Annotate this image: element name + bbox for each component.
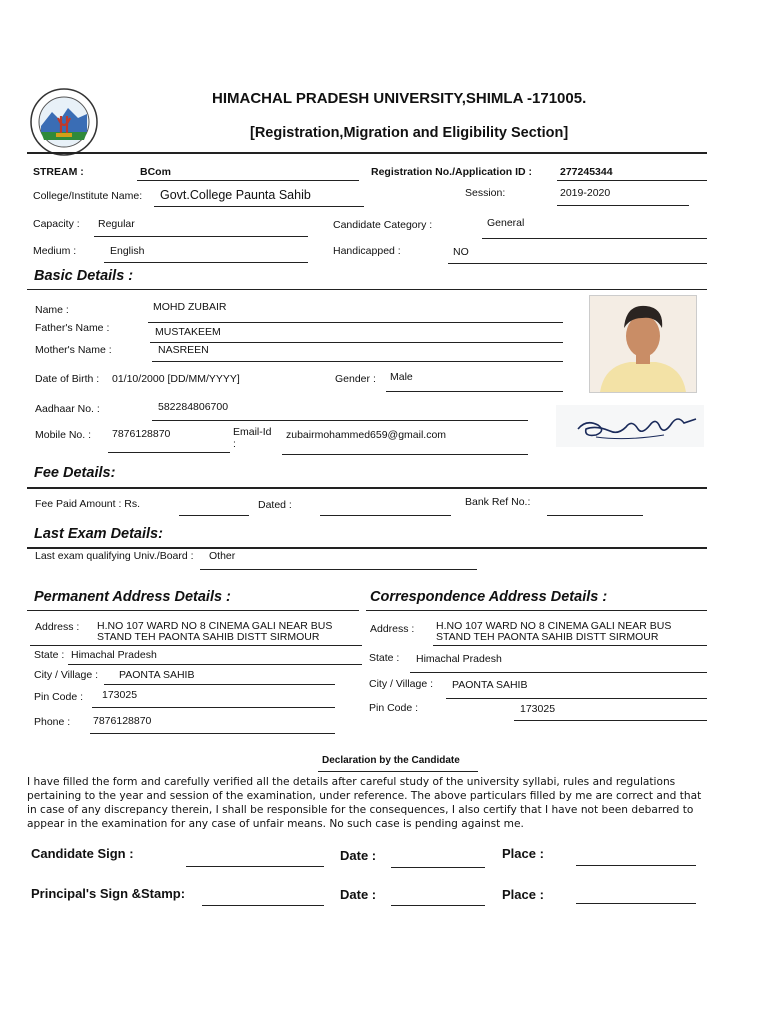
fee-dated-underline (320, 515, 451, 516)
candidate-date-label: Date : (340, 848, 377, 863)
board-label: Last exam qualifying Univ./Board : (35, 550, 194, 562)
candidate-date-line (391, 867, 485, 868)
corr-address-line2: STAND TEH PAONTA SAHIB DISTT SIRMOUR (436, 631, 659, 643)
corr-state-underline (410, 672, 707, 673)
category-label: Candidate Category : (333, 219, 433, 231)
corr-city-underline (446, 698, 707, 699)
medium-label: Medium : (33, 245, 77, 257)
candidate-sign-label: Candidate Sign : (31, 846, 134, 861)
corr-city-value: PAONTA SAHIB (452, 679, 528, 691)
principal-date-line (391, 905, 485, 906)
fee-dated-label: Dated : (258, 499, 292, 511)
handicapped-label: Handicapped : (333, 245, 401, 257)
basic-details-divider (27, 289, 707, 290)
perm-state-label: State : (34, 649, 65, 661)
college-label: College/Institute Name: (33, 190, 143, 202)
perm-address-label: Address : (35, 621, 80, 633)
bank-ref-underline (547, 515, 643, 516)
perm-address-underline (30, 645, 362, 646)
corr-state-label: State : (369, 652, 400, 664)
name-label: Name : (35, 304, 69, 316)
board-value: Other (209, 550, 236, 562)
perm-address-line1: H.NO 107 WARD NO 8 CINEMA GALI NEAR BUS (97, 620, 333, 632)
stream-label: STREAM : (33, 166, 84, 178)
mobile-value: 7876128870 (112, 428, 171, 440)
email-colon: : (233, 438, 236, 450)
university-logo (30, 88, 98, 156)
candidate-place-label: Place : (502, 846, 544, 861)
last-exam-divider (27, 547, 707, 549)
candidate-photo (589, 295, 697, 393)
regno-label: Registration No./Application ID : (371, 166, 533, 178)
dob-label: Date of Birth : (35, 373, 100, 385)
college-underline (154, 206, 364, 207)
regno-value: 277245344 (560, 166, 613, 178)
regno-underline (557, 180, 707, 181)
name-underline (148, 322, 563, 323)
fee-details-heading: Fee Details: (34, 465, 116, 481)
permanent-address-heading: Permanent Address Details : (34, 589, 231, 605)
mother-underline (152, 361, 563, 362)
capacity-label: Capacity : (33, 218, 80, 230)
mother-label: Mother's Name : (35, 344, 112, 356)
corr-pin-underline (514, 720, 707, 721)
fee-amount-label: Fee Paid Amount : Rs. (35, 498, 141, 510)
stream-value: BCom (140, 166, 171, 178)
father-underline (150, 342, 563, 343)
mobile-label: Mobile No. : (35, 429, 92, 441)
fee-details-divider (27, 487, 707, 489)
principal-sign-line (202, 905, 324, 906)
session-label: Session: (465, 187, 506, 199)
perm-pin-label: Pin Code : (34, 691, 84, 703)
perm-phone-value: 7876128870 (93, 715, 152, 727)
declaration-text: I have filled the form and carefully verified all the details after careful study of the university syllabi, rules and regulations pertaining to the year and session of the examination, under reference. The above particulars filled by me are correct and that in case of any discrepancy therein, I shall be responsible for the consequences, I also certify that I have not been debarred to appear in the examination for any case of unfair means. No such case is pending against me. (27, 776, 702, 830)
session-underline (557, 205, 689, 206)
gender-label: Gender : (335, 373, 376, 385)
board-underline (200, 569, 477, 570)
permanent-address-divider (27, 610, 359, 611)
declaration-title: Declaration by the Candidate (322, 755, 460, 766)
name-value: MOHD ZUBAIR (153, 301, 227, 313)
mobile-underline (108, 452, 230, 453)
medium-value: English (110, 245, 145, 257)
corr-address-line1: H.NO 107 WARD NO 8 CINEMA GALI NEAR BUS (436, 620, 672, 632)
page-title: HIMACHAL PRADESH UNIVERSITY,SHIMLA -171005. (212, 90, 587, 107)
perm-state-underline (68, 664, 362, 665)
email-label: Email-Id (233, 426, 272, 438)
session-value: 2019-2020 (560, 187, 611, 199)
corr-state-value: Himachal Pradesh (416, 653, 502, 665)
capacity-value: Regular (98, 218, 135, 230)
email-underline (282, 454, 528, 455)
candidate-sign-line (186, 866, 324, 867)
father-label: Father's Name : (35, 322, 110, 334)
capacity-underline (94, 236, 308, 237)
page-subtitle: [Registration,Migration and Eligibility Section] (250, 125, 569, 141)
last-exam-heading: Last Exam Details: (34, 526, 163, 542)
correspondence-address-heading: Correspondence Address Details : (370, 589, 608, 605)
perm-phone-label: Phone : (34, 716, 71, 728)
corr-pin-value: 173025 (520, 703, 556, 715)
perm-state-value: Himachal Pradesh (71, 649, 157, 661)
basic-details-heading: Basic Details : (34, 268, 134, 284)
category-underline (482, 238, 707, 239)
handicapped-underline (448, 263, 707, 264)
category-value: General (487, 217, 525, 229)
perm-city-underline (104, 684, 335, 685)
perm-address-line2: STAND TEH PAONTA SAHIB DISTT SIRMOUR (97, 631, 320, 643)
corr-address-label: Address : (370, 623, 415, 635)
corr-address-underline (433, 645, 707, 646)
medium-underline (104, 262, 308, 263)
principal-place-label: Place : (502, 887, 544, 902)
aadhaar-underline (152, 420, 528, 421)
fee-amount-underline (179, 515, 249, 516)
mother-value: NASREEN (158, 344, 209, 356)
principal-place-line (576, 903, 696, 904)
perm-pin-value: 173025 (102, 689, 138, 701)
college-value: Govt.College Paunta Sahib (160, 188, 311, 202)
perm-phone-underline (90, 733, 335, 734)
candidate-signature-image (556, 405, 704, 447)
principal-date-label: Date : (340, 887, 377, 902)
aadhaar-label: Aadhaar No. : (35, 403, 100, 415)
gender-value: Male (390, 371, 413, 383)
header-divider (27, 152, 707, 154)
correspondence-address-divider (366, 610, 707, 611)
principal-sign-label: Principal's Sign &Stamp: (31, 886, 186, 901)
bank-ref-label: Bank Ref No.: (465, 496, 531, 508)
corr-pin-label: Pin Code : (369, 702, 419, 714)
father-value: MUSTAKEEM (155, 326, 221, 338)
perm-city-value: PAONTA SAHIB (119, 669, 195, 681)
candidate-place-line (576, 865, 696, 866)
dob-value: 01/10/2000 [DD/MM/YYYY] (112, 373, 240, 385)
perm-city-label: City / Village : (34, 669, 98, 681)
handicapped-value: NO (453, 246, 469, 258)
stream-underline (137, 180, 359, 181)
email-value: zubairmohammed659@gmail.com (286, 429, 447, 441)
declaration-title-underline (318, 771, 478, 772)
corr-city-label: City / Village : (369, 678, 433, 690)
perm-pin-underline (92, 707, 335, 708)
gender-underline (386, 391, 563, 392)
aadhaar-value: 582284806700 (158, 401, 229, 413)
